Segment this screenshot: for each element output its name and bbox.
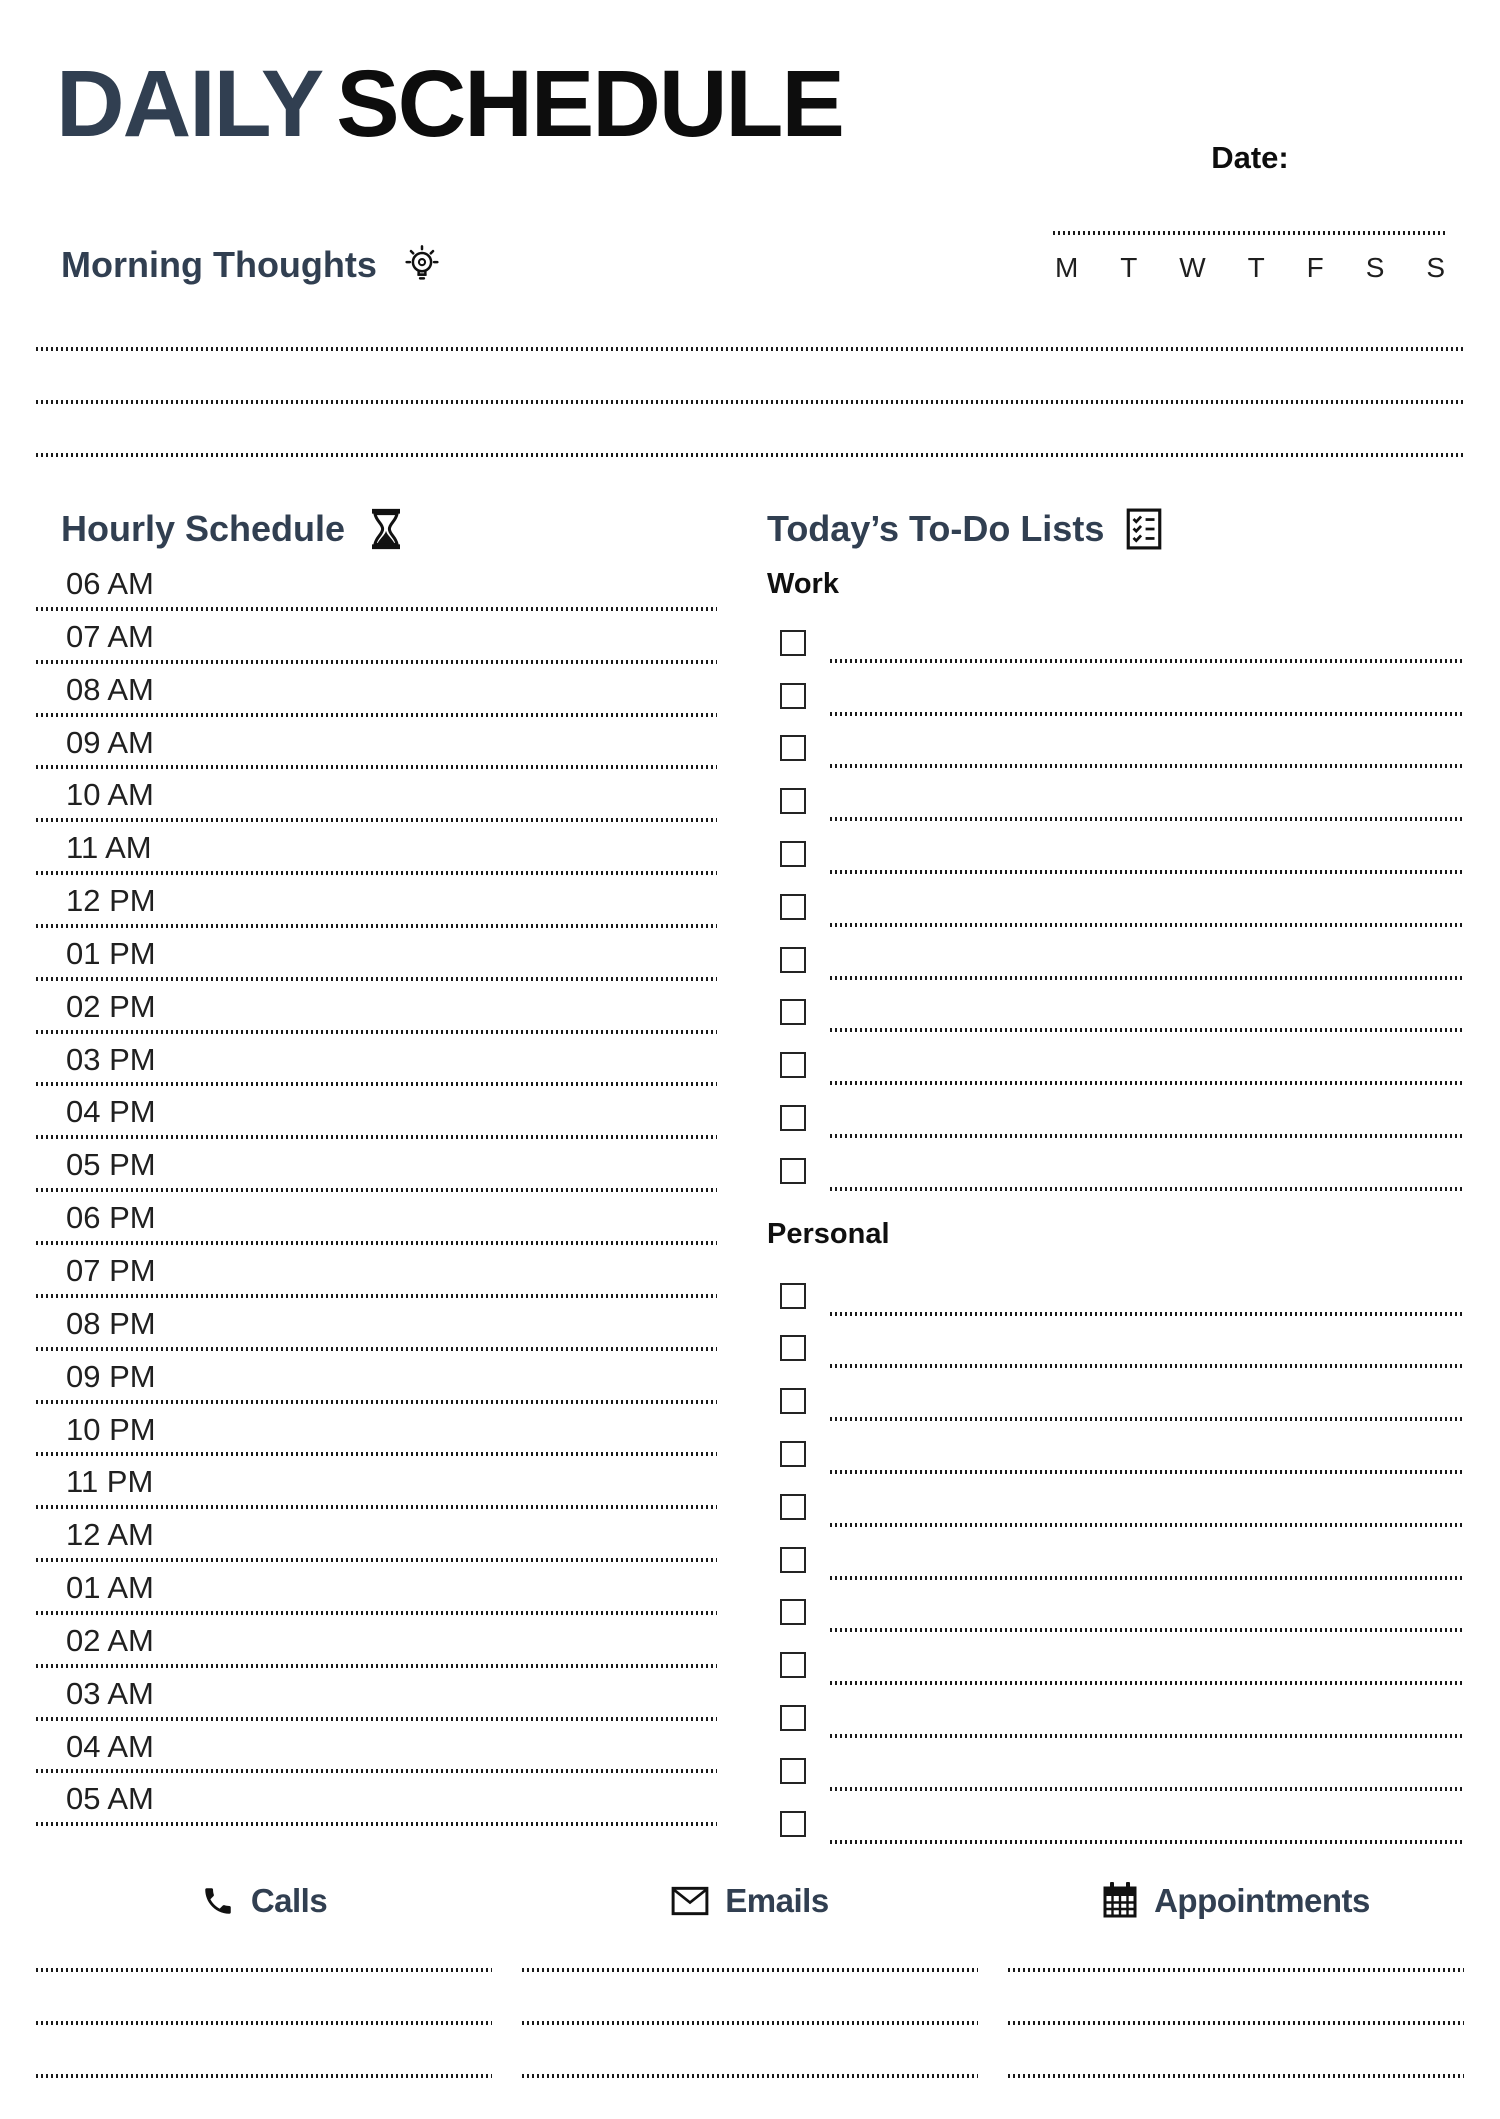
- todo-row: [767, 1368, 1464, 1421]
- hourly-row: [36, 1721, 717, 1774]
- todo-row: [767, 663, 1464, 716]
- todo-checkbox[interactable]: [780, 788, 806, 814]
- footer-column-emails: [522, 1882, 978, 2078]
- calls-label: Calls: [250, 1881, 328, 1919]
- hourly-time-label: 08 PM: [66, 1305, 156, 1341]
- footer-column-appointments: [1008, 1882, 1464, 2078]
- hourly-time-label: 05 PM: [66, 1147, 156, 1183]
- hourly-time-label: 06 PM: [66, 1200, 156, 1236]
- lightbulb-icon: [399, 242, 445, 288]
- todo-section-label-work: Work: [767, 568, 839, 600]
- hourly-row: [36, 1668, 717, 1721]
- hourly-row: [36, 981, 717, 1034]
- todo-row: [767, 1527, 1464, 1580]
- day-letters: [1055, 252, 1445, 284]
- hourly-row: [36, 1456, 717, 1509]
- todo-checkbox[interactable]: [780, 1599, 806, 1625]
- calls-writing-line[interactable]: [36, 2074, 492, 2078]
- hourly-row: [36, 769, 717, 822]
- todo-section-work: [767, 567, 1464, 1191]
- day-letter: W: [1179, 252, 1206, 283]
- hourly-row: [36, 1086, 717, 1139]
- hourly-row: [36, 1404, 717, 1457]
- todo-checkbox[interactable]: [780, 1652, 806, 1678]
- todo-lists-header: [767, 505, 1464, 553]
- todo-row: [767, 1791, 1464, 1844]
- todo-rows: [767, 1263, 1464, 1844]
- hourly-schedule-title: Hourly Schedule: [61, 508, 346, 549]
- hourly-time-label: 09 PM: [66, 1358, 156, 1394]
- footer: [36, 1882, 1464, 2078]
- morning-thoughts-header: [61, 242, 445, 288]
- todo-checkbox[interactable]: [780, 735, 806, 761]
- footer-row: [522, 2025, 978, 2078]
- hourly-row: [36, 558, 717, 611]
- todo-section-label-personal: Personal: [767, 1217, 890, 1250]
- todo-checkbox[interactable]: [780, 1811, 806, 1837]
- footer-row: [522, 1919, 978, 1972]
- hourly-time-label: 06 AM: [66, 566, 154, 601]
- footer-row: [1008, 1919, 1464, 1972]
- todo-row: [767, 1421, 1464, 1474]
- todo-row: [767, 1316, 1464, 1369]
- todo-checkbox[interactable]: [780, 999, 806, 1025]
- todo-row: [767, 1032, 1464, 1085]
- hourly-row: [36, 1245, 717, 1298]
- hourly-row: [36, 1562, 717, 1615]
- todo-writing-line[interactable]: [830, 1187, 1464, 1191]
- todo-checkbox[interactable]: [780, 1335, 806, 1361]
- hourly-time-label: 08 AM: [66, 671, 154, 707]
- appointments-label: Appointments: [1154, 1881, 1370, 1919]
- title-word-schedule: SCHEDULE: [336, 51, 843, 157]
- hourly-row: [36, 1773, 717, 1826]
- footer-header-emails: [522, 1882, 978, 1919]
- hourly-time-label: 10 AM: [66, 777, 154, 813]
- morning-writing-line[interactable]: [36, 347, 1464, 351]
- todo-checkbox[interactable]: [780, 1494, 806, 1520]
- todo-checkbox[interactable]: [780, 1547, 806, 1573]
- hourly-time-label: 02 AM: [66, 1622, 154, 1658]
- hourly-time-label: 01 AM: [66, 1570, 154, 1606]
- day-letter: T: [1120, 252, 1138, 283]
- todo-writing-line[interactable]: [830, 1840, 1464, 1844]
- footer-column-calls: [36, 1882, 492, 2078]
- emails-writing-line[interactable]: [522, 2074, 978, 2078]
- hourly-time-label: 04 PM: [66, 1094, 156, 1130]
- hourly-row: [36, 1192, 717, 1245]
- hourly-time-label: 10 PM: [66, 1411, 156, 1447]
- todo-section-personal: [767, 1217, 1464, 1844]
- todo-row: [767, 1085, 1464, 1138]
- title-word-daily: DAILY: [56, 51, 323, 157]
- todo-row: [767, 1580, 1464, 1633]
- hourly-time-label: 04 AM: [66, 1728, 154, 1764]
- footer-row: [1008, 1972, 1464, 2025]
- day-letter: S: [1426, 252, 1445, 283]
- todo-checkbox[interactable]: [780, 894, 806, 920]
- hourly-time-label: 11 PM: [66, 1464, 154, 1500]
- hourly-time-label: 12 AM: [66, 1517, 154, 1553]
- todo-row: [767, 927, 1464, 980]
- todo-row: [767, 874, 1464, 927]
- hourly-time-label: 02 PM: [66, 988, 156, 1024]
- day-letter: S: [1365, 252, 1385, 283]
- day-letter: F: [1306, 252, 1324, 283]
- todo-lists-section: [767, 505, 1464, 1844]
- hourly-row: [36, 928, 717, 981]
- todo-checkbox[interactable]: [780, 1283, 806, 1309]
- hourglass-icon: [367, 508, 405, 550]
- checklist-icon: [1126, 508, 1162, 550]
- todo-row: [767, 821, 1464, 874]
- hourly-row: [36, 1509, 717, 1562]
- footer-row: [1008, 2025, 1464, 2078]
- hourly-row: [36, 1034, 717, 1087]
- hourly-time-label: 01 PM: [66, 935, 156, 971]
- hourly-row: [36, 1298, 717, 1351]
- todo-row: [767, 1632, 1464, 1685]
- footer-header-appointments: [1008, 1882, 1464, 1919]
- todo-row: [767, 1474, 1464, 1527]
- todo-row: [767, 1685, 1464, 1738]
- phone-icon: [201, 1884, 235, 1918]
- todo-row: [767, 980, 1464, 1033]
- hourly-time-label: 03 PM: [66, 1041, 156, 1077]
- todo-row: [767, 1138, 1464, 1191]
- envelope-icon: [671, 1886, 709, 1916]
- morning-thoughts-title: Morning Thoughts: [61, 244, 377, 285]
- hourly-time-label: 07 AM: [66, 618, 154, 654]
- hourly-time-label: 09 AM: [66, 724, 154, 760]
- emails-label: Emails: [725, 1881, 829, 1919]
- todo-checkbox[interactable]: [780, 947, 806, 973]
- morning-writing-line[interactable]: [36, 453, 1464, 457]
- hourly-row: [36, 822, 717, 875]
- hourly-row: [36, 875, 717, 928]
- hourly-time-label: 05 AM: [66, 1781, 154, 1817]
- todo-checkbox[interactable]: [780, 1441, 806, 1467]
- date-input-line[interactable]: [1053, 231, 1447, 235]
- footer-row: [36, 1919, 492, 1972]
- footer-row: [36, 1972, 492, 2025]
- todo-checkbox[interactable]: [780, 1158, 806, 1184]
- hourly-time-label: 03 AM: [66, 1675, 154, 1711]
- footer-header-calls: [36, 1882, 492, 1919]
- todo-row: [767, 716, 1464, 769]
- todo-lists-title: Today’s To-Do Lists: [767, 508, 1105, 549]
- date-label: Date:: [1211, 140, 1289, 175]
- todo-checkbox[interactable]: [780, 1705, 806, 1731]
- todo-checkbox[interactable]: [780, 1052, 806, 1078]
- page-title: [56, 50, 843, 159]
- hourly-row: [36, 664, 717, 717]
- hourly-writing-line[interactable]: [36, 1822, 717, 1826]
- hourly-time-label: 07 PM: [66, 1252, 156, 1288]
- day-letter: T: [1247, 252, 1265, 283]
- todo-row: [767, 768, 1464, 821]
- morning-writing-line[interactable]: [36, 400, 1464, 404]
- todo-checkbox[interactable]: [780, 683, 806, 709]
- hourly-row: [36, 1139, 717, 1192]
- todo-checkbox[interactable]: [780, 1105, 806, 1131]
- hourly-time-label: 12 PM: [66, 883, 156, 919]
- footer-row: [36, 2025, 492, 2078]
- calendar-icon: [1102, 1882, 1138, 1920]
- todo-row: [767, 610, 1464, 663]
- todo-row: [767, 1738, 1464, 1791]
- hourly-schedule-header: [61, 505, 717, 553]
- todo-sections: [767, 567, 1464, 1844]
- todo-row: [767, 1263, 1464, 1316]
- day-letter: M: [1055, 252, 1079, 283]
- hourly-row: [36, 1351, 717, 1404]
- todo-checkbox[interactable]: [780, 1758, 806, 1784]
- hourly-row: [36, 1615, 717, 1668]
- todo-checkbox[interactable]: [780, 841, 806, 867]
- hourly-schedule-section: [36, 505, 717, 1826]
- hourly-time-label: 11 AM: [66, 830, 152, 866]
- hourly-row: [36, 611, 717, 664]
- hourly-rows: [36, 558, 717, 1826]
- hourly-row: [36, 717, 717, 770]
- todo-checkbox[interactable]: [780, 630, 806, 656]
- footer-row: [522, 1972, 978, 2025]
- todo-rows: [767, 610, 1464, 1191]
- todo-checkbox[interactable]: [780, 1388, 806, 1414]
- appointments-writing-line[interactable]: [1008, 2074, 1464, 2078]
